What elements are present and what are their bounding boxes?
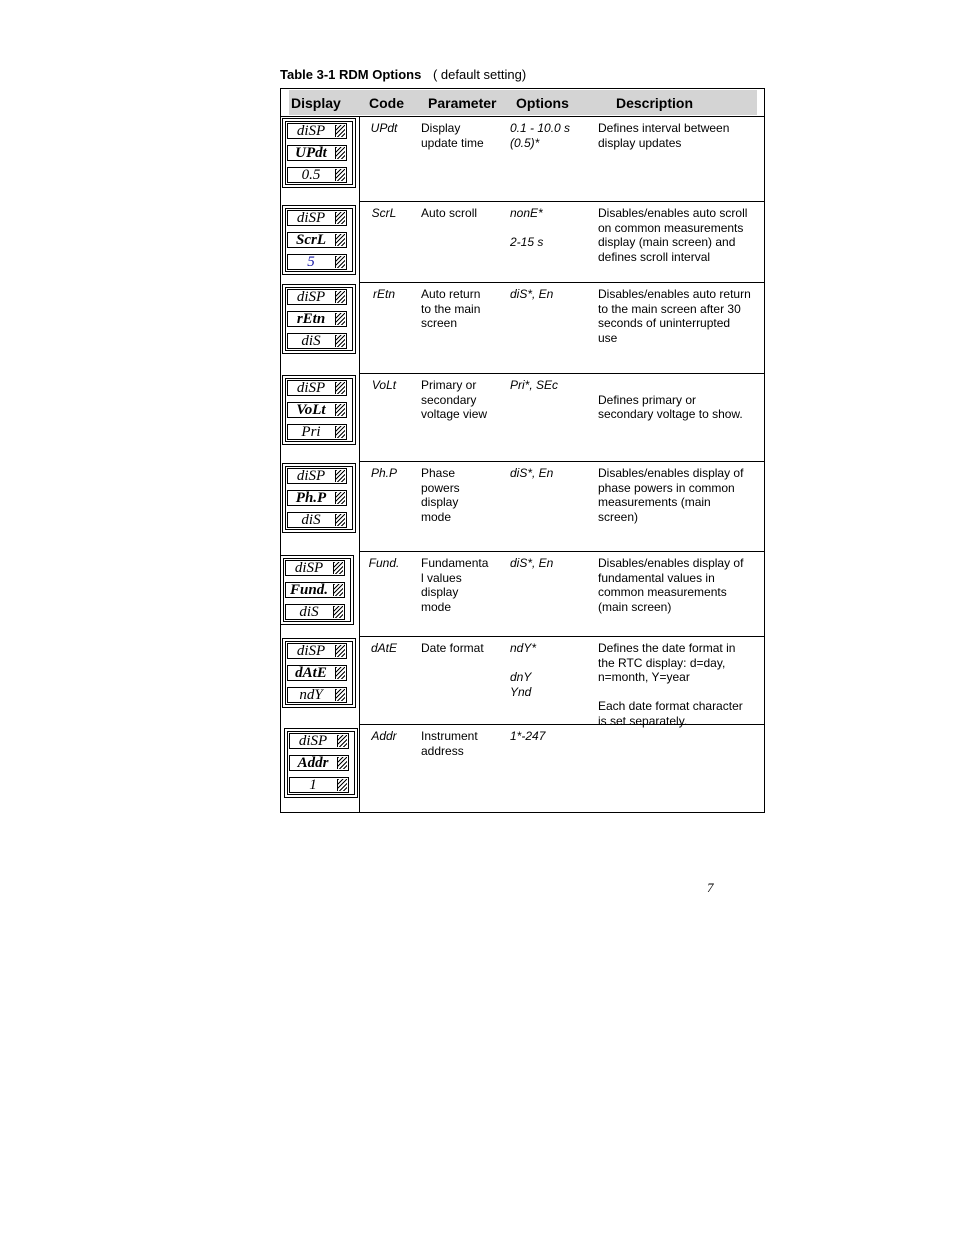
display-panel [282, 375, 356, 445]
segment-hatch-icon [335, 667, 345, 679]
segment-hatch-icon [335, 125, 345, 137]
segment-hatch-icon [333, 562, 343, 574]
segment-hatch-icon [335, 382, 345, 394]
segment-hatch-icon [335, 256, 345, 268]
description-cell: Disables/enables display of fundamental values in common measurements (main screen) [598, 556, 744, 614]
display-line [287, 210, 347, 226]
segment-hatch-icon [335, 470, 345, 482]
table-row [281, 282, 764, 373]
header-display: Display [291, 95, 341, 111]
parameter-cell: Auto scroll [421, 206, 478, 220]
display-line-text: diSP [296, 468, 326, 484]
segment-hatch-icon [335, 404, 345, 416]
parameter-cell: Auto return to the main screen [421, 287, 481, 330]
segment-hatch-icon [333, 606, 343, 618]
display-line-text: diSP [296, 289, 326, 305]
segment-hatch-icon [335, 212, 345, 224]
display-line-text: Pri [301, 424, 321, 440]
display-line-text: rEtn [296, 311, 326, 327]
display-panel [280, 555, 354, 625]
display-line-text: diSP [296, 210, 326, 226]
display-line [287, 380, 347, 396]
segment-hatch-icon [335, 234, 345, 246]
table-row [281, 116, 764, 201]
display-line-text: dAtE [295, 665, 327, 681]
segment-hatch-icon [335, 313, 345, 325]
display-line [287, 512, 347, 528]
segment-hatch-icon [335, 689, 345, 701]
display-line [285, 560, 345, 576]
description-cell: Defines the date format in the RTC display: d=day, n=month, Y=year Each date format character is set separately. [598, 641, 743, 728]
options-cell: 1*-247 [510, 729, 546, 743]
table-row [281, 551, 764, 636]
description-cell: Disables/enables display of phase powers in common measurements (main screen) [598, 466, 744, 524]
display-line-text: 5 [307, 254, 315, 270]
options-cell: nonE* 2-15 s [510, 206, 544, 249]
display-line [285, 582, 345, 598]
table-header [289, 90, 757, 115]
display-panel [282, 118, 356, 188]
display-line [287, 333, 347, 349]
display-line [287, 643, 347, 659]
options-cell: diS*, En [510, 287, 554, 301]
display-line-text: diSP [294, 560, 324, 576]
segment-hatch-icon [335, 426, 345, 438]
header-description: Description [616, 95, 694, 111]
segment-hatch-icon [335, 492, 345, 504]
display-line [287, 311, 347, 327]
description-cell: Disables/enables auto scroll on common measurements display (main screen) and defines scroll interval [598, 206, 748, 264]
display-line [287, 490, 347, 506]
display-line-text: diSP [296, 643, 326, 659]
display-line [289, 733, 349, 749]
display-panel [282, 284, 356, 354]
code-cell: dAtE [370, 641, 397, 655]
code-cell: Ph.P [370, 466, 397, 480]
display-line-text: ScrL [296, 232, 326, 248]
display-panel [282, 205, 356, 275]
table-caption [280, 67, 526, 82]
display-line-text: ndY [299, 687, 323, 703]
table-row [281, 724, 764, 813]
segment-hatch-icon [335, 291, 345, 303]
segment-hatch-icon [335, 147, 345, 159]
parameter-cell: Fundamenta l values display mode [421, 556, 489, 614]
segment-hatch-icon [335, 514, 345, 526]
display-line-text: diSP [296, 380, 326, 396]
display-line [287, 289, 347, 305]
segment-hatch-icon [337, 735, 347, 747]
display-line-text: Fund. [290, 582, 328, 598]
description-cell: Defines interval between display updates [598, 121, 730, 150]
display-line-text: diSP [298, 733, 328, 749]
display-panel [282, 638, 356, 708]
code-cell: VoLt [371, 378, 397, 392]
table-row [281, 636, 764, 728]
parameter-cell: Primary or secondary voltage view [421, 378, 488, 421]
table-row [281, 373, 764, 461]
display-line [287, 123, 347, 139]
display-line [287, 145, 347, 161]
segment-hatch-icon [335, 645, 345, 657]
options-cell: diS*, En [510, 466, 554, 480]
options-cell: diS*, En [510, 556, 554, 570]
options-cell: 0.1 - 10.0 s (0.5)* [510, 121, 571, 150]
display-panel [282, 463, 356, 533]
code-cell: UPdt [370, 121, 398, 135]
display-line [287, 232, 347, 248]
segment-hatch-icon [333, 584, 343, 596]
code-cell: rEtn [372, 287, 395, 301]
display-line-text: UPdt [295, 145, 327, 161]
options-cell: ndY* dnY Ynd [510, 641, 537, 699]
segment-hatch-icon [335, 169, 345, 181]
table-row [281, 201, 764, 282]
rdm-options-table [280, 88, 765, 813]
table-row [281, 461, 764, 551]
options-cell: Pri*, SEc [510, 378, 559, 392]
display-line-text: diSP [296, 123, 326, 139]
caption-title: Table 3-1 RDM Options [280, 67, 422, 82]
description-cell: Defines primary or secondary voltage to show. [598, 392, 743, 421]
description-cell: Disables/enables auto return to the main screen after 30 seconds of uninterrupted use [598, 287, 751, 345]
code-cell: Fund. [368, 556, 400, 570]
display-line [285, 604, 345, 620]
header-parameter: Parameter [428, 95, 497, 111]
segment-hatch-icon [335, 335, 345, 347]
display-line-text: VoLt [296, 402, 326, 418]
display-line-text: 1 [309, 777, 317, 793]
display-line-text: Addr [297, 755, 329, 771]
parameter-cell: Phase powers display mode [421, 466, 460, 524]
display-line-text: diS [299, 604, 319, 620]
display-line [287, 424, 347, 440]
parameter-cell: Display update time [421, 121, 484, 150]
display-line-text: Ph.P [295, 490, 327, 506]
header-code: Code [369, 95, 404, 111]
code-cell: ScrL [371, 206, 397, 220]
parameter-cell: Instrument address [421, 729, 478, 758]
parameter-cell: Date format [421, 641, 484, 655]
display-line [287, 167, 347, 183]
display-line [287, 687, 347, 703]
display-line-text: 0.5 [301, 167, 321, 183]
caption-note: ( default setting) [432, 67, 527, 82]
display-line [287, 402, 347, 418]
segment-hatch-icon [337, 779, 347, 791]
display-line-text: diS [301, 512, 321, 528]
display-line [287, 254, 347, 270]
header-options: Options [516, 95, 569, 111]
page-number: 7 [707, 880, 714, 895]
display-line-text: diS [301, 333, 321, 349]
display-line [287, 665, 347, 681]
display-line [289, 755, 349, 771]
segment-hatch-icon [337, 757, 347, 769]
display-line [287, 468, 347, 484]
code-cell: Addr [371, 729, 397, 743]
display-line [289, 777, 349, 793]
display-panel [284, 728, 358, 798]
